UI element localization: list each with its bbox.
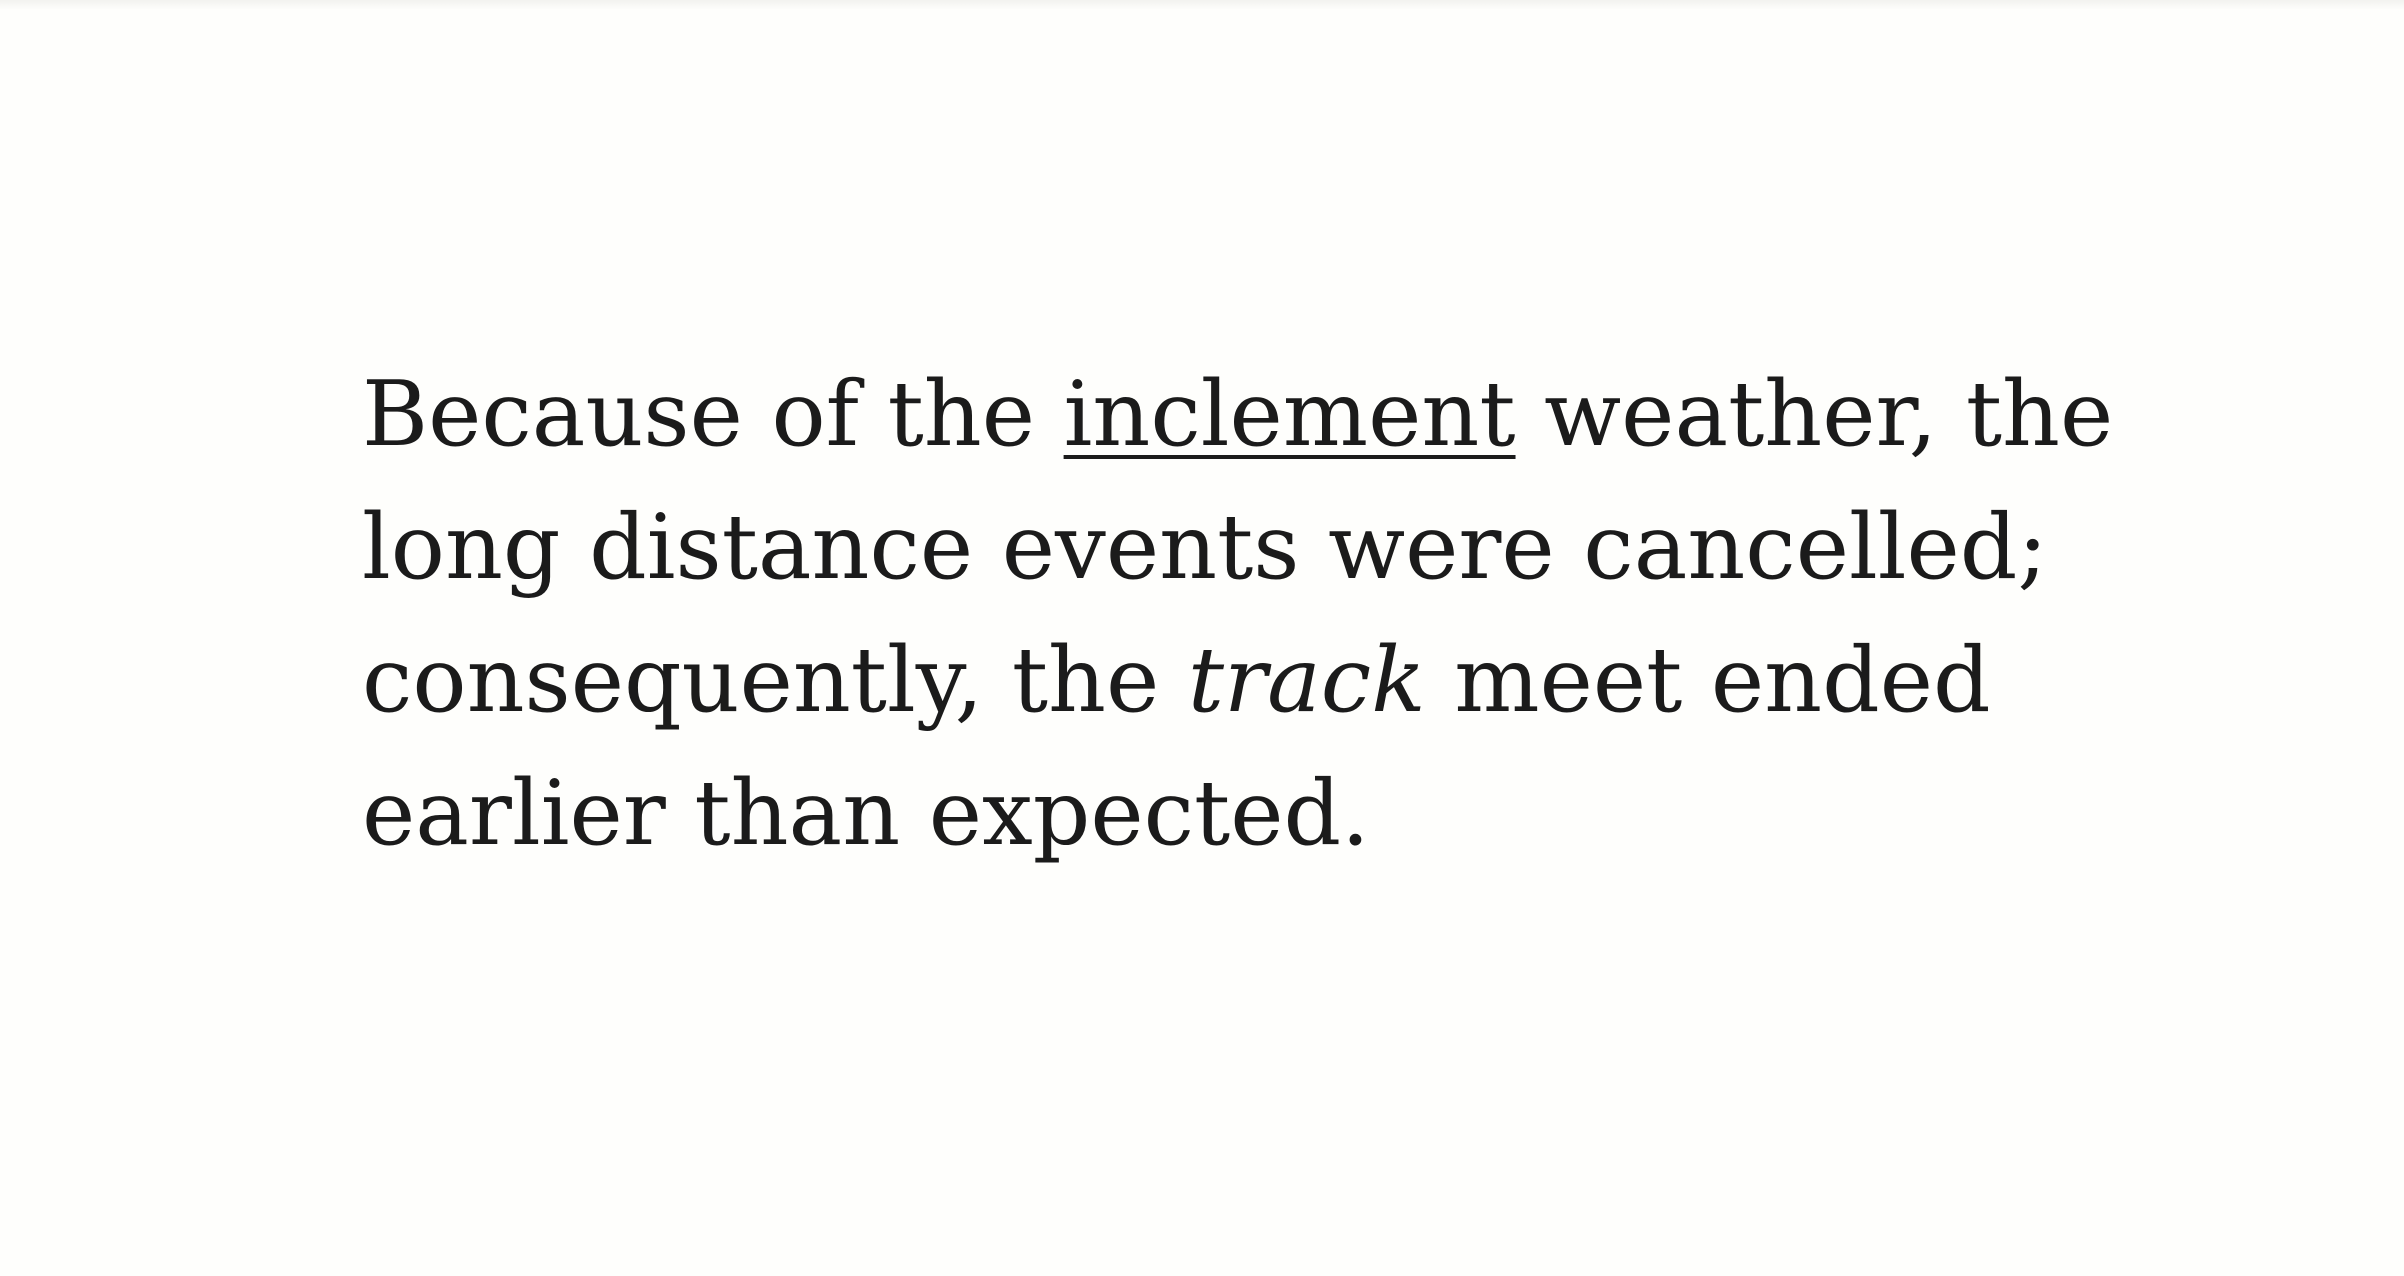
paper-top-edge bbox=[0, 0, 2404, 10]
line1-after-text: weather, the bbox=[1515, 362, 2114, 467]
sentence-line-1 bbox=[362, 348, 2162, 481]
line3-after-text: meet ended bbox=[1425, 628, 1991, 733]
italic-word: track bbox=[1187, 628, 1426, 733]
line3-before-text: consequently, the bbox=[362, 628, 1188, 733]
line1-before-text: Because of the bbox=[362, 362, 1064, 467]
sentence-line-3 bbox=[362, 614, 2162, 747]
underlined-word: inclement bbox=[1063, 362, 1516, 467]
sentence-line-4: earlier than expected. bbox=[362, 761, 1370, 866]
sentence-passage bbox=[362, 348, 2162, 880]
sentence-line-2: long distance events were cancelled; bbox=[362, 495, 2048, 600]
